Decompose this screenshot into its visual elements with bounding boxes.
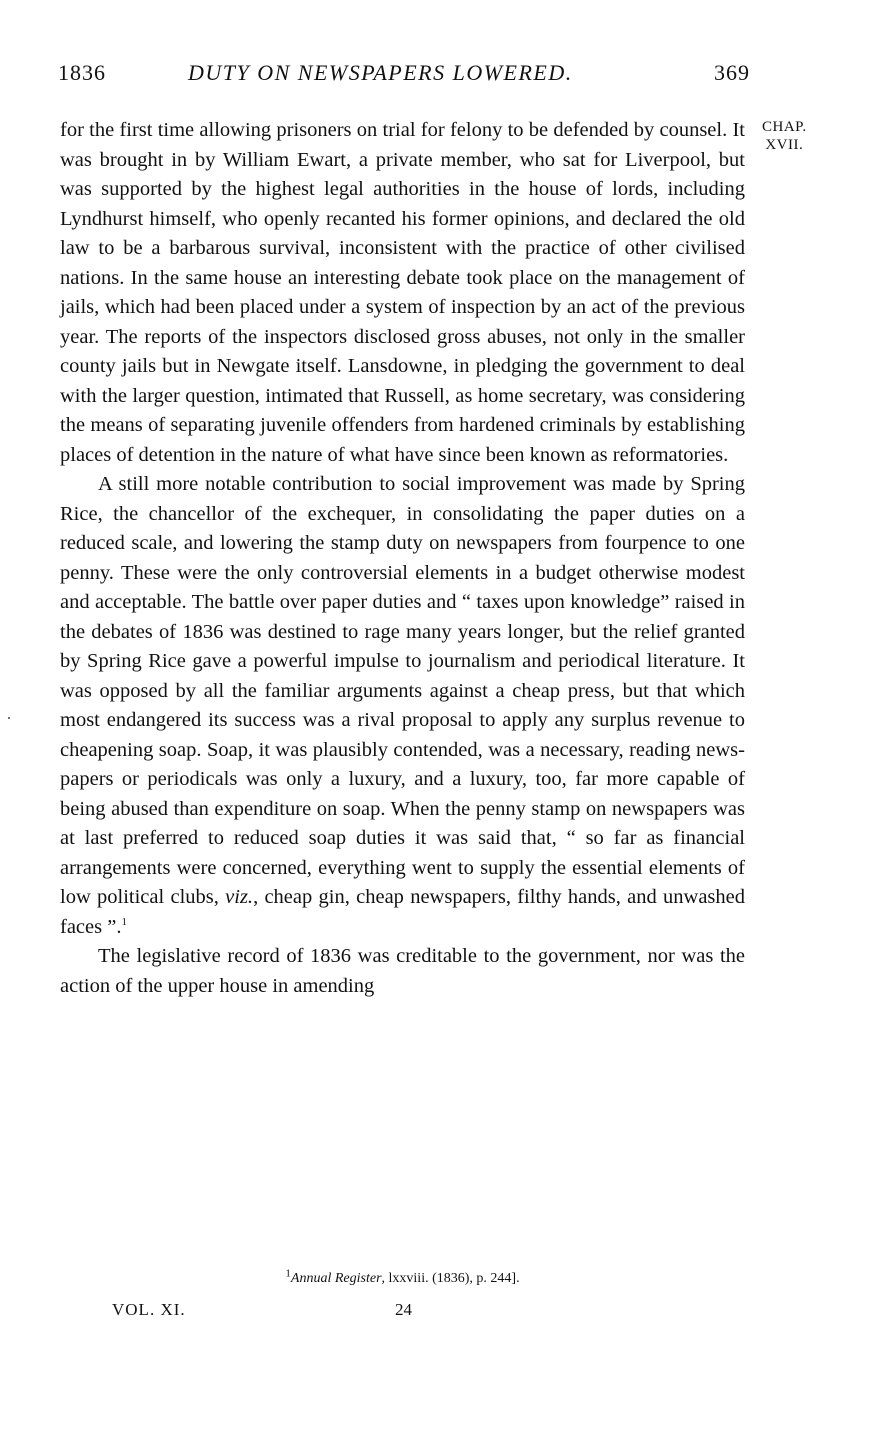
running-header [58,60,750,92]
page-number: 369 [714,60,750,85]
footnote-source: Annual Register [290,1271,382,1286]
body-text [60,116,745,1001]
chapter-number: XVII. [765,137,804,153]
paragraph-1: for the first time allowing prisoners on trial for felony to be defended by counsel. It was brought in by William Ewart, a private member, who sat for Liverpool, but was supported by the highest legal authorities in the house of lords, including Lyndhurst himself, who openly recanted his former opinions, and declared the old law to be a barbarous survival, inconsistent with the practice of other civilised nations. In the same house an interesting debate took place on the management of jails, which had been placed under a system of inspection by an act of the previous year. The reports of the inspectors disclosed gross abuses, not only in the smaller county jails but in Newgate itself. Lansdowne, in pledging the government to deal with the larger question, intimated that Russell, as home secretary, was considering the means of separating juvenile offenders from hardened criminals by establishing places of detention in the nature of what have since been known as reformatories. [60,119,745,466]
footnote-detail: , lxxviii. (1836), p. 244]. [381,1271,520,1286]
viz-abbreviation: viz. [225,886,254,908]
paragraph-2-text: A still more notable contribution to social improvement was made by Spring Rice, the chancellor of the exchequer, in consolidating the paper duties on a reduced scale, and lowering the stamp duty on newspapers from fourpence to one penny. These were the only controversial elements in a budget otherwise modest and acceptable. The battle over paper duties and “ taxes upon knowledge” raised in the debates of 1836 was destined to rage many years longer, but the relief granted by Spring Rice gave a powerful impulse to journalism and periodical literature. It was opposed by all the familiar arguments against a cheap press, but that which most endangered its success was a rival proposal to apply any surplus revenue to cheapening soap. Soap, it was plausibly contended, was a necessary, reading newspapers or periodicals was only a luxury, and a luxury, too, far more capable of being abused than expenditure on soap. When the penny stamp on newspapers was at last preferred to reduced soap duties it was said that, “ so far as financial arrangements were concerned, everything went to supply the essential elements of low political clubs, [60,473,745,908]
paragraph-2 [60,470,745,942]
margin-speck [8,717,10,719]
chapter-margin-note [762,118,807,154]
running-title: DUTY ON NEWSPAPERS LOWERED. [188,60,573,85]
footnote-reference: 1 [121,915,127,928]
footnote-marker: 1 [285,1267,291,1280]
paragraph-2-text-end: , cheap gin, cheap newspapers, filthy hands, and unwashed faces ”. [60,886,745,938]
footnote [60,1267,745,1288]
header-year: 1836 [58,60,106,85]
paragraph-3: The legislative record of 1836 was creditable to the government, nor was the action of the upper house in amending [60,945,745,997]
volume-signature: VOL. XI. [112,1300,186,1319]
chapter-label: CHAP. [762,119,807,135]
signature-number: 24 [395,1300,412,1319]
